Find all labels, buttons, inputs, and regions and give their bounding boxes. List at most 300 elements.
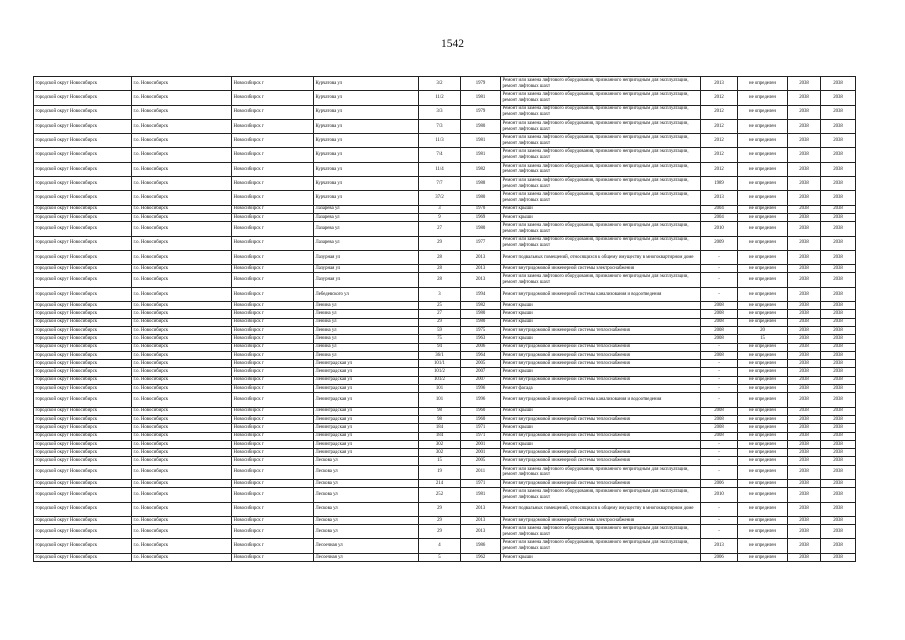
cell-locality: Новосибирск г [232, 310, 314, 318]
cell-plan-final: 2038 [821, 265, 856, 273]
cell-settlement: г.о. Новосибирск [132, 465, 232, 479]
cell-house: 5 [419, 553, 461, 561]
cell-street: Лескова ул [314, 465, 419, 479]
cell-settlement: г.о. Новосибирск [132, 213, 232, 221]
cell-plan-new: 2038 [788, 440, 821, 448]
cell-plan-new: 2038 [788, 162, 821, 176]
cell-street: Лебедевского ул [314, 287, 419, 301]
cell-house: 25 [419, 302, 461, 310]
table-row [34, 457, 856, 465]
cell-locality: Новосибирск г [232, 457, 314, 465]
cell-municipality: городской округ Новосибирск [34, 440, 132, 448]
cell-plan-current: не определен [738, 191, 788, 205]
cell-plan-current: не определен [738, 213, 788, 221]
cell-municipality: городской округ Новосибирск [34, 360, 132, 368]
cell-settlement: г.о. Новосибирск [132, 525, 232, 539]
cell-street: Ленина ул [314, 310, 419, 318]
table-row [34, 148, 856, 162]
cell-plan-new: 2038 [788, 424, 821, 432]
cell-house: 101/2 [419, 376, 461, 384]
cell-street: Ленина ул [314, 343, 419, 351]
cell-plan-current: не определен [738, 432, 788, 440]
cell-plan-start: 2008 [701, 318, 738, 326]
cell-year-built: 2013 [461, 273, 501, 287]
cell-locality: Новосибирск г [232, 440, 314, 448]
cell-plan-start: 2012 [701, 105, 738, 119]
cell-year-built: 1981 [461, 134, 501, 148]
cell-plan-final: 2038 [821, 77, 856, 91]
cell-plan-final: 2038 [821, 407, 856, 415]
cell-municipality: городской округ Новосибирск [34, 432, 132, 440]
cell-plan-final: 2038 [821, 393, 856, 407]
cell-plan-start: - [701, 465, 738, 479]
cell-municipality: городской округ Новосибирск [34, 205, 132, 213]
cell-street: Лескова ул [314, 516, 419, 524]
cell-settlement: г.о. Новосибирск [132, 236, 232, 250]
cell-year-built: 1980 [461, 222, 501, 236]
cell-work-type: Ремонт внутридомовой инженерной системы теплоснабжения [501, 376, 701, 384]
cell-plan-new: 2038 [788, 213, 821, 221]
cell-municipality: городской округ Новосибирск [34, 343, 132, 351]
cell-street: Лазарева ул [314, 205, 419, 213]
cell-street: Ленина ул [314, 326, 419, 334]
cell-plan-final: 2038 [821, 91, 856, 105]
cell-plan-final: 2038 [821, 326, 856, 334]
cell-settlement: г.о. Новосибирск [132, 91, 232, 105]
cell-locality: Новосибирск г [232, 134, 314, 148]
cell-house: 11/3 [419, 134, 461, 148]
cell-plan-current: не определен [738, 318, 788, 326]
cell-house: 184 [419, 432, 461, 440]
cell-municipality: городской округ Новосибирск [34, 457, 132, 465]
cell-house: 37/2 [419, 191, 461, 205]
cell-plan-final: 2038 [821, 502, 856, 516]
cell-work-type: Ремонт или замена лифтового оборудования, признанного непригодным для эксплуатации, ремонт лифтовых шахт [501, 162, 701, 176]
cell-plan-new: 2038 [788, 516, 821, 524]
table-row [34, 516, 856, 524]
cell-municipality: городской округ Новосибирск [34, 335, 132, 343]
cell-locality: Новосибирск г [232, 265, 314, 273]
cell-plan-new: 2038 [788, 91, 821, 105]
cell-settlement: г.о. Новосибирск [132, 368, 232, 376]
cell-plan-new: 2038 [788, 335, 821, 343]
cell-plan-new: 2038 [788, 236, 821, 250]
cell-plan-current: не определен [738, 457, 788, 465]
cell-settlement: г.о. Новосибирск [132, 134, 232, 148]
table-row [34, 335, 856, 343]
cell-settlement: г.о. Новосибирск [132, 105, 232, 119]
cell-plan-start: - [701, 449, 738, 457]
cell-year-built: 1963 [461, 335, 501, 343]
cell-house: 28 [419, 265, 461, 273]
cell-plan-start: 2008 [701, 310, 738, 318]
cell-plan-new: 2038 [788, 553, 821, 561]
cell-house: 7/3 [419, 119, 461, 133]
cell-municipality: городской округ Новосибирск [34, 525, 132, 539]
cell-work-type: Ремонт или замена лифтового оборудования, признанного непригодным для эксплуатации, ремонт лифтовых шахт [501, 77, 701, 91]
cell-street: Лазурная ул [314, 250, 419, 264]
cell-plan-new: 2038 [788, 465, 821, 479]
cell-municipality: городской округ Новосибирск [34, 287, 132, 301]
cell-settlement: г.о. Новосибирск [132, 407, 232, 415]
cell-year-built: 2013 [461, 250, 501, 264]
cell-year-built: 2005 [461, 457, 501, 465]
table-row [34, 351, 856, 359]
cell-plan-current: не определен [738, 351, 788, 359]
cell-street: Лазарева ул [314, 236, 419, 250]
cell-plan-start: - [701, 273, 738, 287]
cell-street: Курчатова ул [314, 134, 419, 148]
table-row [34, 488, 856, 502]
table-body [34, 77, 856, 562]
cell-work-type: Ремонт фасада [501, 385, 701, 393]
cell-work-type: Ремонт крыши [501, 205, 701, 213]
cell-plan-new: 2038 [788, 368, 821, 376]
cell-locality: Новосибирск г [232, 539, 314, 553]
cell-plan-final: 2038 [821, 119, 856, 133]
cell-year-built: 1980 [461, 318, 501, 326]
cell-house: 3 [419, 287, 461, 301]
cell-plan-current: не определен [738, 222, 788, 236]
cell-year-built: 1981 [461, 91, 501, 105]
cell-settlement: г.о. Новосибирск [132, 553, 232, 561]
cell-street: Лазурная ул [314, 273, 419, 287]
cell-municipality: городской округ Новосибирск [34, 407, 132, 415]
cell-municipality: городской округ Новосибирск [34, 424, 132, 432]
cell-work-type: Ремонт внутридомовой инженерной системы теплоснабжения [501, 479, 701, 487]
cell-municipality: городской округ Новосибирск [34, 213, 132, 221]
cell-house: 29 [419, 516, 461, 524]
cell-plan-final: 2038 [821, 162, 856, 176]
cell-locality: Новосибирск г [232, 273, 314, 287]
cell-work-type: Ремонт внутридомовой инженерной системы теплоснабжения [501, 432, 701, 440]
cell-work-type: Ремонт или замена лифтового оборудования, признанного непригодным для эксплуатации, ремонт лифтовых шахт [501, 148, 701, 162]
table-row [34, 250, 856, 264]
cell-house: 29 [419, 525, 461, 539]
cell-plan-new: 2038 [788, 415, 821, 423]
cell-plan-final: 2038 [821, 479, 856, 487]
cell-plan-start: 2008 [701, 415, 738, 423]
cell-street: Курчатова ул [314, 77, 419, 91]
cell-settlement: г.о. Новосибирск [132, 273, 232, 287]
cell-plan-final: 2038 [821, 273, 856, 287]
cell-street: Курчатова ул [314, 148, 419, 162]
cell-plan-final: 2038 [821, 457, 856, 465]
cell-street: Лесоечная ул [314, 539, 419, 553]
cell-work-type: Ремонт крыши [501, 213, 701, 221]
cell-locality: Новосибирск г [232, 385, 314, 393]
cell-locality: Новосибирск г [232, 465, 314, 479]
cell-plan-start: 2008 [701, 424, 738, 432]
cell-locality: Новосибирск г [232, 213, 314, 221]
cell-plan-final: 2038 [821, 539, 856, 553]
table-row [34, 287, 856, 301]
cell-municipality: городской округ Новосибирск [34, 302, 132, 310]
cell-plan-current: не определен [738, 273, 788, 287]
cell-house: 29 [419, 318, 461, 326]
cell-street: Ленина ул [314, 318, 419, 326]
cell-year-built: 1971 [461, 479, 501, 487]
cell-plan-start: - [701, 440, 738, 448]
table-row [34, 393, 856, 407]
cell-settlement: г.о. Новосибирск [132, 326, 232, 334]
cell-year-built: 1979 [461, 105, 501, 119]
cell-street: Лазарева ул [314, 222, 419, 236]
cell-street: Лескова ул [314, 525, 419, 539]
cell-settlement: г.о. Новосибирск [132, 177, 232, 191]
cell-plan-new: 2038 [788, 105, 821, 119]
table-row [34, 479, 856, 487]
cell-settlement: г.о. Новосибирск [132, 516, 232, 524]
cell-year-built: 1988 [461, 177, 501, 191]
table-row [34, 119, 856, 133]
cell-plan-final: 2038 [821, 368, 856, 376]
cell-street: Ленинградская ул [314, 440, 419, 448]
table-row [34, 440, 856, 448]
cell-work-type: Ремонт или замена лифтового оборудования, признанного непригодным для эксплуатации, ремонт лифтовых шахт [501, 119, 701, 133]
cell-house: 3 [419, 205, 461, 213]
cell-plan-final: 2038 [821, 424, 856, 432]
table-row [34, 424, 856, 432]
cell-work-type: Ремонт или замена лифтового оборудования, признанного непригодным для эксплуатации, ремонт лифтовых шахт [501, 488, 701, 502]
cell-municipality: городской округ Новосибирск [34, 479, 132, 487]
cell-plan-start: - [701, 343, 738, 351]
cell-municipality: городской округ Новосибирск [34, 273, 132, 287]
cell-work-type: Ремонт или замена лифтового оборудования, признанного непригодным для эксплуатации, ремонт лифтовых шахт [501, 91, 701, 105]
cell-plan-start: 2013 [701, 77, 738, 91]
cell-plan-final: 2038 [821, 553, 856, 561]
cell-locality: Новосибирск г [232, 222, 314, 236]
cell-year-built: 1962 [461, 553, 501, 561]
cell-plan-final: 2038 [821, 385, 856, 393]
cell-plan-start: - [701, 360, 738, 368]
cell-plan-start: 2008 [701, 326, 738, 334]
cell-plan-final: 2038 [821, 105, 856, 119]
cell-municipality: городской округ Новосибирск [34, 134, 132, 148]
cell-plan-new: 2038 [788, 222, 821, 236]
cell-plan-current: не определен [738, 177, 788, 191]
cell-plan-current: не определен [738, 488, 788, 502]
cell-work-type: Ремонт внутридомовой инженерной системы канализования и водоотведения [501, 393, 701, 407]
cell-plan-current: не определен [738, 465, 788, 479]
cell-work-type: Ремонт внутридомовой инженерной системы электроснабжения [501, 516, 701, 524]
cell-plan-current: не определен [738, 343, 788, 351]
cell-year-built: 2005 [461, 360, 501, 368]
cell-settlement: г.о. Новосибирск [132, 265, 232, 273]
cell-plan-start: 1989 [701, 177, 738, 191]
cell-plan-current: не определен [738, 91, 788, 105]
cell-year-built: 2007 [461, 376, 501, 384]
cell-locality: Новосибирск г [232, 553, 314, 561]
cell-plan-final: 2038 [821, 335, 856, 343]
cell-house: 302 [419, 449, 461, 457]
cell-settlement: г.о. Новосибирск [132, 222, 232, 236]
cell-locality: Новосибирск г [232, 318, 314, 326]
cell-work-type: Ремонт или замена лифтового оборудования, признанного непригодным для эксплуатации, ремонт лифтовых шахт [501, 177, 701, 191]
cell-house: 28 [419, 273, 461, 287]
cell-year-built: 1971 [461, 432, 501, 440]
cell-work-type: Ремонт или замена лифтового оборудования, признанного непригодным для эксплуатации, ремонт лифтовых шахт [501, 525, 701, 539]
cell-house: 101/1 [419, 360, 461, 368]
cell-street: Ленинградская ул [314, 407, 419, 415]
cell-work-type: Ремонт или замена лифтового оборудования, признанного непригодным для эксплуатации, ремонт лифтовых шахт [501, 273, 701, 287]
cell-house: 11/2 [419, 91, 461, 105]
cell-plan-current: не определен [738, 479, 788, 487]
table-row [34, 162, 856, 176]
cell-year-built: 2013 [461, 525, 501, 539]
cell-year-built: 1981 [461, 148, 501, 162]
cell-plan-final: 2038 [821, 465, 856, 479]
cell-plan-current: не определен [738, 385, 788, 393]
cell-work-type: Ремонт крыши [501, 318, 701, 326]
cell-plan-final: 2038 [821, 432, 856, 440]
cell-settlement: г.о. Новосибирск [132, 77, 232, 91]
cell-municipality: городской округ Новосибирск [34, 368, 132, 376]
cell-work-type: Ремонт внутридомовой инженерной системы теплоснабжения [501, 449, 701, 457]
cell-settlement: г.о. Новосибирск [132, 539, 232, 553]
cell-settlement: г.о. Новосибирск [132, 432, 232, 440]
cell-municipality: городской округ Новосибирск [34, 376, 132, 384]
cell-street: Ленинградская ул [314, 415, 419, 423]
cell-plan-new: 2038 [788, 273, 821, 287]
cell-locality: Новосибирск г [232, 335, 314, 343]
cell-locality: Новосибирск г [232, 91, 314, 105]
cell-street: Лескова ул [314, 502, 419, 516]
cell-house: 252 [419, 488, 461, 502]
cell-street: Курчатова ул [314, 177, 419, 191]
cell-plan-current: не определен [738, 310, 788, 318]
cell-plan-current: не определен [738, 302, 788, 310]
cell-plan-current: не определен [738, 134, 788, 148]
cell-year-built: 1996 [461, 385, 501, 393]
cell-settlement: г.о. Новосибирск [132, 415, 232, 423]
cell-year-built: 1980 [461, 119, 501, 133]
cell-house: 59 [419, 326, 461, 334]
cell-settlement: г.о. Новосибирск [132, 318, 232, 326]
cell-street: Ленинградская ул [314, 385, 419, 393]
cell-work-type: Ремонт внутридомовой инженерной системы электроснабжения [501, 265, 701, 273]
cell-municipality: городской округ Новосибирск [34, 449, 132, 457]
cell-settlement: г.о. Новосибирск [132, 205, 232, 213]
cell-work-type: Ремонт или замена лифтового оборудования, признанного непригодным для эксплуатации, ремонт лифтовых шахт [501, 236, 701, 250]
table-row [34, 502, 856, 516]
cell-settlement: г.о. Новосибирск [132, 119, 232, 133]
cell-plan-start: 2013 [701, 191, 738, 205]
cell-locality: Новосибирск г [232, 287, 314, 301]
cell-plan-start: - [701, 457, 738, 465]
table-row [34, 205, 856, 213]
cell-year-built: 1960 [461, 415, 501, 423]
cell-work-type: Ремонт крыши [501, 407, 701, 415]
cell-plan-final: 2038 [821, 360, 856, 368]
cell-house: 3/3 [419, 105, 461, 119]
cell-plan-current: не определен [738, 148, 788, 162]
cell-house: 27 [419, 310, 461, 318]
cell-municipality: городской округ Новосибирск [34, 318, 132, 326]
cell-locality: Новосибирск г [232, 205, 314, 213]
table-row [34, 415, 856, 423]
cell-house: 302 [419, 440, 461, 448]
cell-settlement: г.о. Новосибирск [132, 424, 232, 432]
capital-repair-table [33, 76, 856, 562]
cell-settlement: г.о. Новосибирск [132, 191, 232, 205]
cell-plan-current: 20 [738, 326, 788, 334]
cell-plan-new: 2038 [788, 407, 821, 415]
cell-plan-current: не определен [738, 360, 788, 368]
cell-street: Курчатова ул [314, 91, 419, 105]
cell-street: Курчатова ул [314, 105, 419, 119]
table-row [34, 385, 856, 393]
cell-plan-current: не определен [738, 368, 788, 376]
cell-work-type: Ремонт внутридомовой инженерной системы теплоснабжения [501, 351, 701, 359]
cell-plan-new: 2038 [788, 457, 821, 465]
cell-plan-final: 2038 [821, 222, 856, 236]
table-row [34, 134, 856, 148]
cell-plan-start: 2013 [701, 539, 738, 553]
cell-year-built: 2001 [461, 440, 501, 448]
cell-municipality: городской округ Новосибирск [34, 105, 132, 119]
cell-plan-start: 2012 [701, 91, 738, 105]
cell-street: Ленинградская ул [314, 424, 419, 432]
cell-locality: Новосибирск г [232, 162, 314, 176]
cell-plan-new: 2038 [788, 376, 821, 384]
cell-year-built: 2006 [461, 343, 501, 351]
table-row [34, 407, 856, 415]
cell-plan-current: не определен [738, 376, 788, 384]
cell-plan-new: 2038 [788, 205, 821, 213]
cell-street: Ленинградская ул [314, 360, 419, 368]
cell-plan-final: 2038 [821, 287, 856, 301]
cell-plan-final: 2038 [821, 488, 856, 502]
cell-plan-new: 2038 [788, 265, 821, 273]
table-row [34, 273, 856, 287]
cell-locality: Новосибирск г [232, 343, 314, 351]
cell-plan-current: не определен [738, 539, 788, 553]
cell-plan-start: 2004 [701, 213, 738, 221]
cell-municipality: городской округ Новосибирск [34, 250, 132, 264]
cell-locality: Новосибирск г [232, 424, 314, 432]
table-row [34, 465, 856, 479]
cell-plan-start: 2006 [701, 479, 738, 487]
cell-plan-current: не определен [738, 105, 788, 119]
cell-plan-final: 2038 [821, 351, 856, 359]
cell-settlement: г.о. Новосибирск [132, 376, 232, 384]
cell-plan-start: 2008 [701, 302, 738, 310]
cell-plan-final: 2038 [821, 440, 856, 448]
cell-year-built: 2013 [461, 502, 501, 516]
cell-work-type: Ремонт внутридомовой инженерной системы теплоснабжения [501, 457, 701, 465]
cell-municipality: городской округ Новосибирск [34, 77, 132, 91]
cell-locality: Новосибирск г [232, 479, 314, 487]
cell-plan-new: 2038 [788, 326, 821, 334]
cell-street: Лескова ул [314, 457, 419, 465]
cell-plan-start: 2008 [701, 335, 738, 343]
cell-settlement: г.о. Новосибирск [132, 310, 232, 318]
cell-plan-new: 2038 [788, 191, 821, 205]
cell-plan-final: 2038 [821, 318, 856, 326]
cell-plan-new: 2038 [788, 525, 821, 539]
cell-locality: Новосибирск г [232, 415, 314, 423]
table-row [34, 318, 856, 326]
cell-settlement: г.о. Новосибирск [132, 457, 232, 465]
table-row [34, 553, 856, 561]
cell-plan-start: 2008 [701, 351, 738, 359]
cell-locality: Новосибирск г [232, 449, 314, 457]
cell-street: Ленина ул [314, 302, 419, 310]
cell-municipality: городской округ Новосибирск [34, 415, 132, 423]
cell-plan-final: 2038 [821, 376, 856, 384]
cell-settlement: г.о. Новосибирск [132, 287, 232, 301]
